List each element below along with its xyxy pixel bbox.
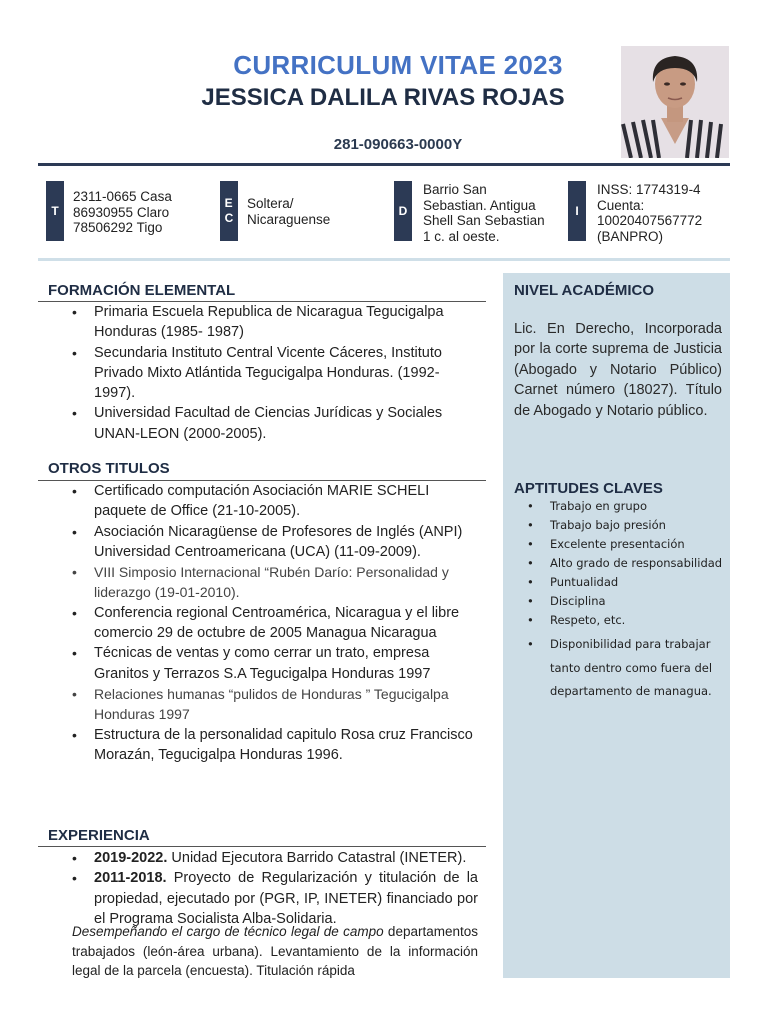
phone-tag: T (46, 181, 64, 241)
experiencia-description (72, 922, 478, 981)
list-item (38, 848, 486, 868)
list-item: • Disponibilidad para trabajar tanto dentro como fuera del departamento de managua. (514, 633, 728, 704)
experiencia-heading: EXPERIENCIA (48, 827, 150, 844)
list-item: • Primaria Escuela Republica de Nicaragua Tegucigalpa Honduras (1985- 1987) (38, 302, 486, 343)
list-item: • Asociación Nicaragüense de Profesores de Inglés (ANPI) Universidad Centroamericana (UCA) (11-09-2009). (38, 522, 486, 563)
list-item: • Universidad Facultad de Ciencias Jurídicas y Sociales UNAN-LEON (2000-2005). (38, 403, 486, 444)
list-item: • Técnicas de ventas y como cerrar un trato, empresa Granitos y Terrazos S.A Tegucigalpa Honduras 1997 (38, 643, 486, 684)
otros-heading: OTROS TITULOS (48, 460, 170, 477)
inss-account: INSS: 1774319-4 Cuenta: 10020407567772 (BANPRO) (597, 182, 703, 244)
sidebar-panel (503, 273, 730, 978)
info-divider (38, 258, 730, 261)
civil-status-tag: E C (220, 181, 238, 241)
phone-numbers: 2311-0665 Casa 86930955 Claro 78506292 Tigo (73, 189, 172, 235)
header-divider (38, 163, 730, 166)
list-item: • Excelente presentación (514, 535, 728, 554)
list-item: • Secundaria Instituto Central Vicente Cáceres, Instituto Privado Mixto Atlántida Tegucigalpa Honduras. (1992-1997). (38, 343, 486, 404)
aptitudes-heading: APTITUDES CLAVES (514, 480, 663, 497)
list-item: • Respeto, etc. (514, 611, 728, 630)
list-item: • VIII Simposio Internacional “Rubén Darío: Personalidad y liderazgo (19-01-2010). (38, 562, 486, 603)
cv-title: CURRICULUM VITAE 2023 (233, 50, 563, 80)
address: Barrio San Sebastian. Antigua Shell San Sebastian 1 c. al oeste. (423, 182, 545, 244)
civil-status: Soltera/ Nicaraguense (247, 196, 331, 227)
exp-text: Unidad Ejecutora Barrido Catastral (INETER). (167, 850, 467, 866)
exp-text: Proyecto de Regularización y titulación de la propiedad, ejecutado por (PGR, IP, INETER) financiado por el Programa Socialista Alba-Solidaria. (94, 870, 478, 927)
exp-role-detail: departamentos trabajados (león-área urbana). Levantamiento de la información legal de la parcela (encuesta). Titulación rápida (72, 924, 478, 978)
candidate-name: JESSICA DALILA RIVAS ROJAS (201, 84, 565, 111)
list-item: • Puntualidad (514, 573, 728, 592)
list-item: • Trabajo en grupo (514, 497, 728, 516)
list-item: • Conferencia regional Centroamérica, Nicaragua y el libre comercio 29 de octubre de 2005 Managua Nicaragua (38, 603, 486, 644)
exp-years: 2019-2022. (94, 850, 168, 866)
list-item: • Disciplina (514, 592, 728, 611)
list-item: • Relaciones humanas “pulidos de Honduras ” Tegucigalpa Honduras 1997 (38, 684, 486, 725)
exp-years: 2011-2018. (94, 870, 167, 887)
experiencia-rule (38, 846, 486, 847)
list-item: • Trabajo bajo presión (514, 516, 728, 535)
profile-photo (621, 46, 729, 158)
list-item: • Alto grado de responsabilidad (514, 554, 728, 573)
otros-list (38, 481, 486, 765)
list-item (38, 868, 486, 929)
aptitudes-list (514, 497, 728, 704)
exp-role: Desempeñando el cargo de técnico legal de campo (72, 924, 384, 939)
address-tag: D (394, 181, 412, 241)
list-item: • Estructura de la personalidad capitulo Rosa cruz Francisco Morazán, Tegucigalpa Honduras 1996. (38, 725, 486, 766)
formacion-list (38, 302, 486, 444)
nivel-academico-text: Lic. En Derecho, Incorporada por la corte suprema de Justicia (Abogado y Notario Público) Carnet número (18027). Título de Abogado y Notario público. (514, 321, 722, 419)
nivel-academico-heading: NIVEL ACADÉMICO (514, 282, 655, 299)
id-number: 281-090663-0000Y (333, 136, 463, 153)
formacion-heading: FORMACIÓN ELEMENTAL (48, 282, 236, 299)
inss-tag: I (568, 181, 586, 241)
list-item: • Certificado computación Asociación MARIE SCHELI paquete de Office (21-10-2005). (38, 481, 486, 522)
experiencia-list (38, 848, 486, 929)
